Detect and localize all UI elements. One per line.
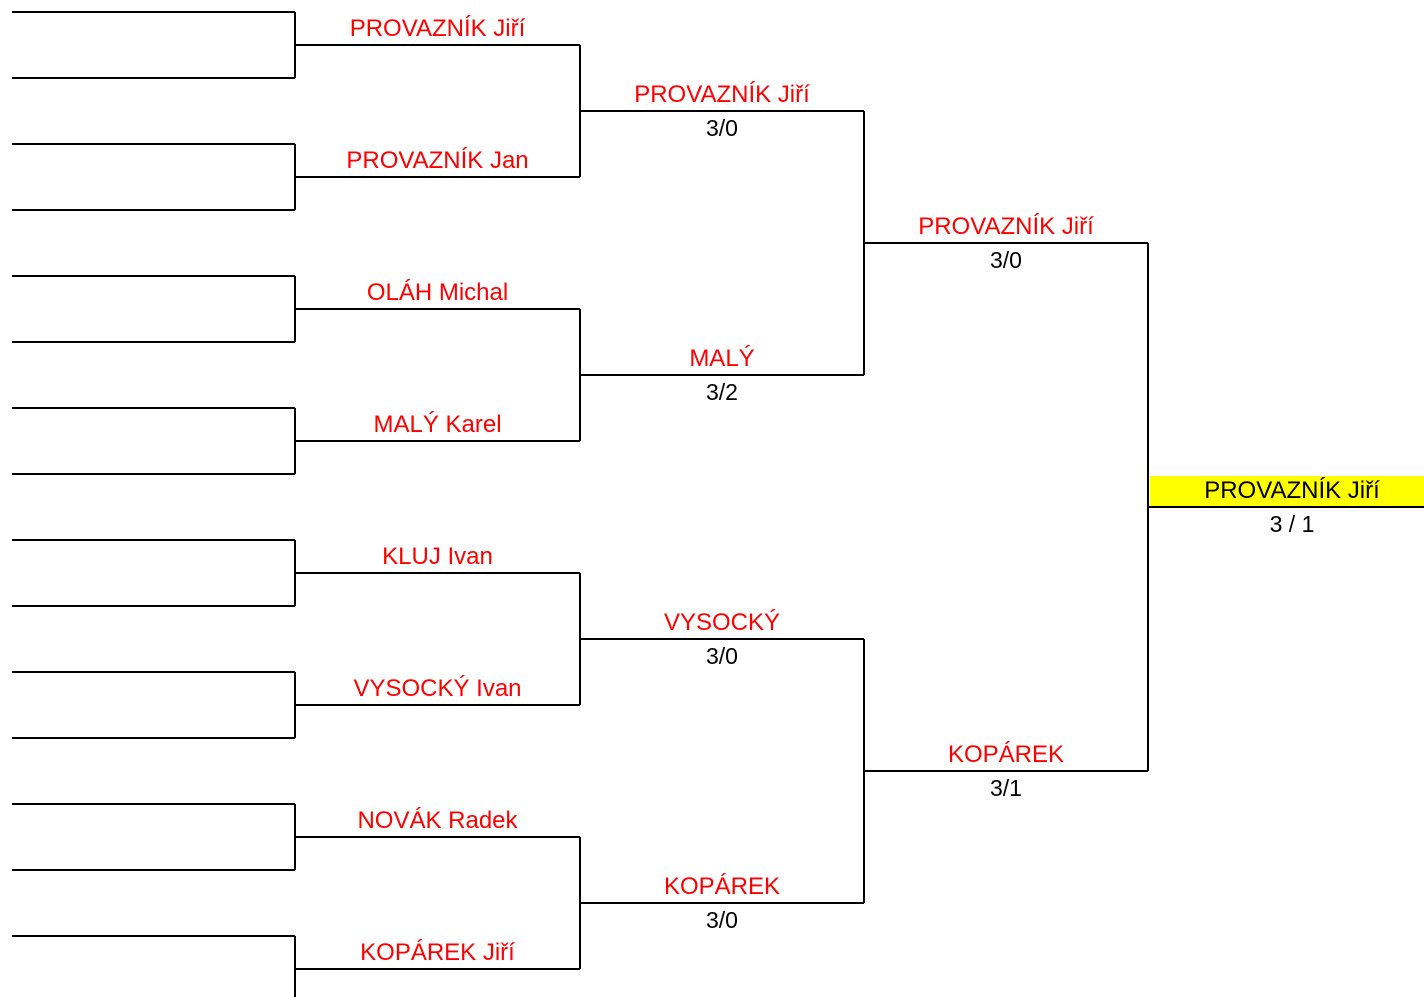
- qf-score-3: 3/0: [706, 643, 738, 669]
- sf-winner-2: KOPÁREK: [947, 741, 1065, 768]
- qf-score-4: 3/0: [706, 907, 738, 933]
- qf-score-2: 3/2: [706, 379, 738, 405]
- round2-player-1: PROVAZNÍK Jiří: [349, 15, 526, 42]
- sf-score-1: 3/0: [990, 247, 1022, 273]
- round2-player-5: KLUJ Ivan: [382, 543, 493, 570]
- qf-winner-2: MALÝ: [689, 345, 755, 372]
- round2-player-7: NOVÁK Radek: [357, 807, 518, 834]
- round2-player-6: VYSOCKÝ Ivan: [353, 675, 522, 702]
- round2-player-3: OLÁH Michal: [366, 279, 509, 306]
- champion-name: PROVAZNÍK Jiří: [1204, 477, 1380, 504]
- qf-winner-4: KOPÁREK: [663, 873, 781, 900]
- sf-score-2: 3/1: [990, 775, 1022, 801]
- round2-player-4: MALÝ Karel: [373, 411, 502, 438]
- sf-winner-1: PROVAZNÍK Jiří: [918, 213, 1094, 240]
- qf-winner-1: PROVAZNÍK Jiří: [634, 81, 810, 108]
- qf-score-1: 3/0: [706, 115, 738, 141]
- round2-player-8: KOPÁREK Jiří: [360, 939, 515, 966]
- round2-player-2: PROVAZNÍK Jan: [346, 147, 529, 174]
- champion-score: 3 / 1: [1269, 511, 1315, 537]
- qf-winner-3: VYSOCKÝ: [663, 609, 781, 636]
